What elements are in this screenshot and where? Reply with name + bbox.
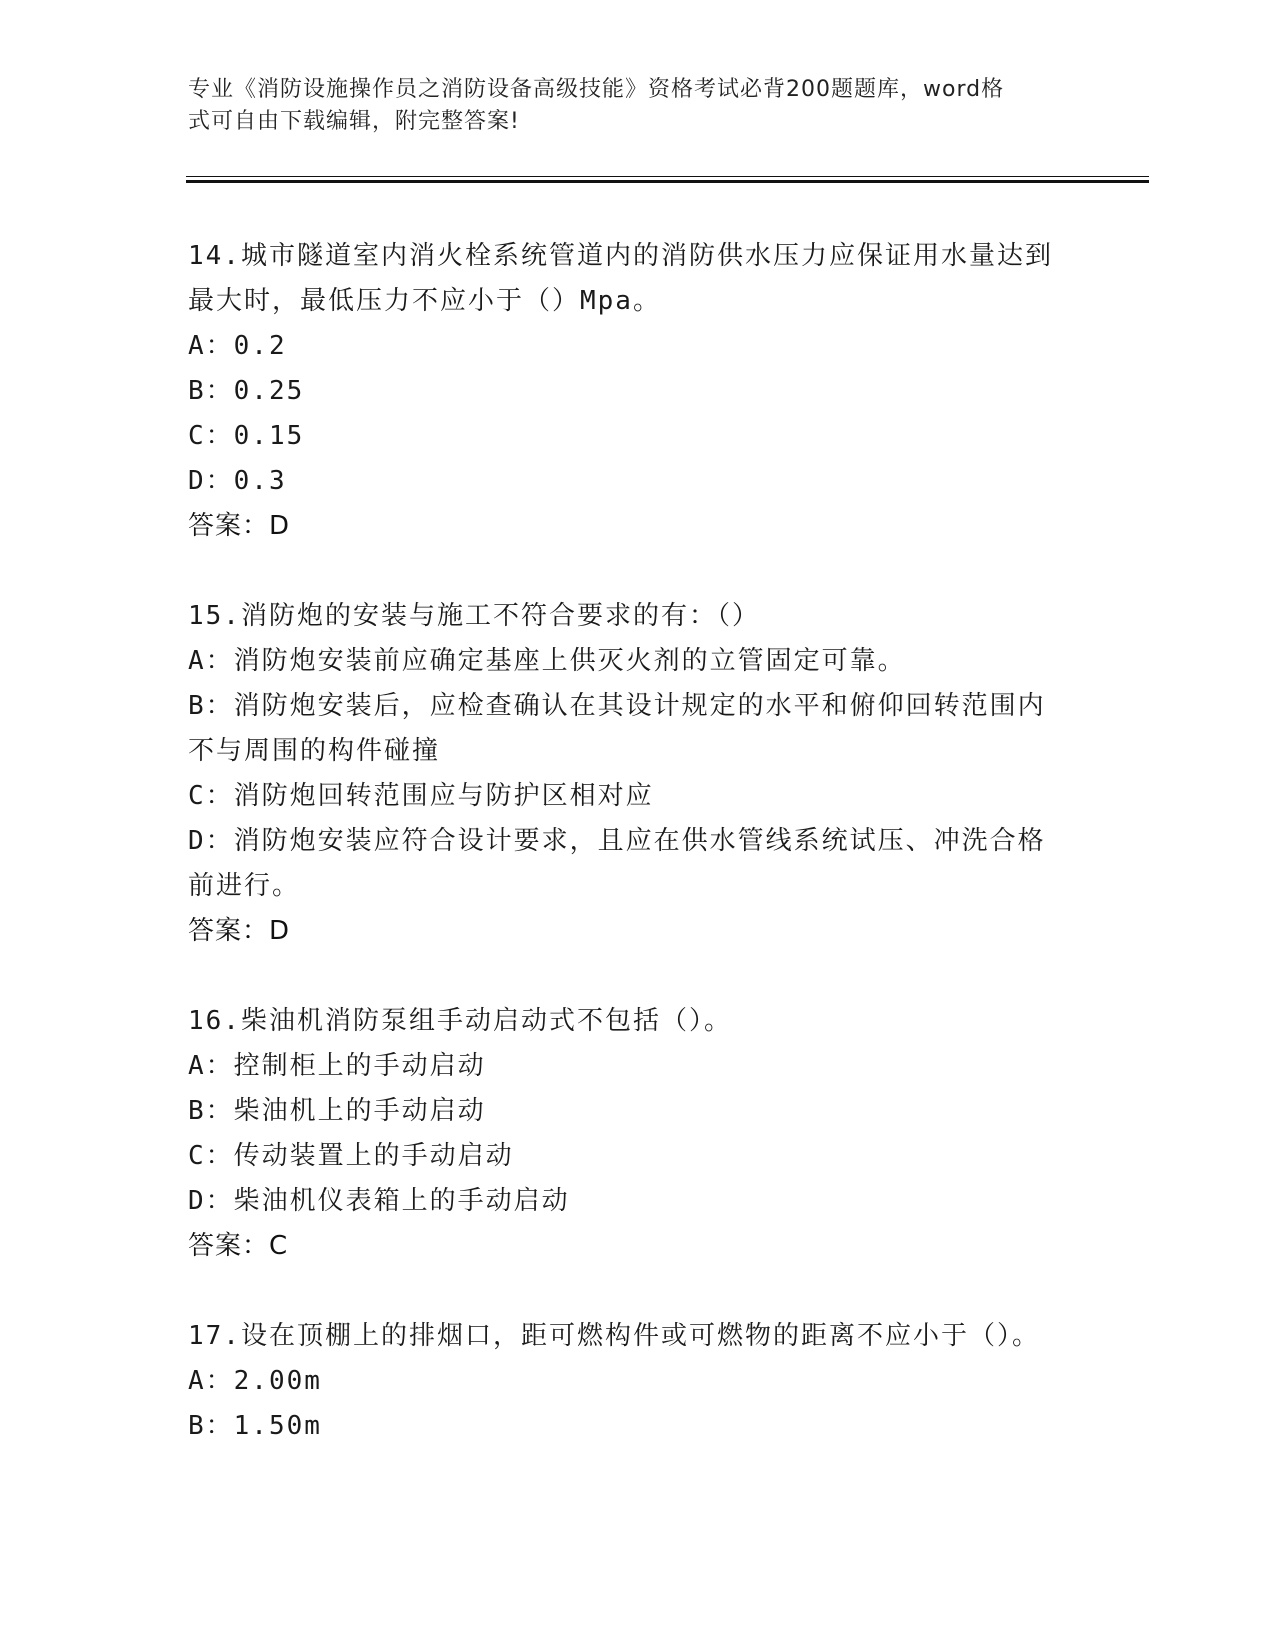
option-line: B：消防炮安装后，应检查确认在其设计规定的水平和俯仰回转范围内 xyxy=(188,691,1046,721)
header-line-2: 式可自由下载编辑，附完整答案! xyxy=(188,109,520,134)
option-line: D：消防炮安装应符合设计要求，且应在供水管线系统试压、冲洗合格 xyxy=(188,826,1046,856)
document-header xyxy=(188,74,1068,138)
question-stem-line: 15.消防炮的安装与施工不符合要求的有：（） xyxy=(188,601,760,631)
option-line: A：0.2 xyxy=(188,331,287,361)
header-divider-thick xyxy=(186,180,1149,183)
question-stem-line: 最大时，最低压力不应小于（）Mpa。 xyxy=(188,286,661,316)
question-list xyxy=(188,234,1088,1449)
option-line: A：控制柜上的手动启动 xyxy=(188,1051,486,1081)
option-line: B：0.25 xyxy=(188,376,305,406)
option-line: C：传动装置上的手动启动 xyxy=(188,1141,514,1171)
header-divider-thin xyxy=(186,176,1149,177)
answer-line: 答案：D xyxy=(188,916,291,946)
option-line: 前进行。 xyxy=(188,871,301,901)
option-line: D：柴油机仪表箱上的手动启动 xyxy=(188,1186,570,1216)
question-spacer xyxy=(188,1269,1088,1314)
question-block xyxy=(188,999,1088,1269)
question-spacer xyxy=(188,549,1088,594)
question-block xyxy=(188,1314,1088,1449)
answer-line: 答案：C xyxy=(188,1231,289,1261)
option-line: D：0.3 xyxy=(188,466,287,496)
option-line: A：消防炮安装前应确定基座上供灭火剂的立管固定可靠。 xyxy=(188,646,906,676)
option-line: A：2.00m xyxy=(188,1366,322,1396)
option-line: 不与周围的构件碰撞 xyxy=(188,736,441,766)
question-stem-line: 16.柴油机消防泵组手动启动式不包括（）。 xyxy=(188,1006,732,1036)
option-line: C：消防炮回转范围应与防护区相对应 xyxy=(188,781,654,811)
question-stem-line: 17.设在顶棚上的排烟口，距可燃构件或可燃物的距离不应小于（）。 xyxy=(188,1321,1040,1351)
answer-line: 答案：D xyxy=(188,511,291,541)
option-line: B：1.50m xyxy=(188,1411,322,1441)
option-line: C：0.15 xyxy=(188,421,305,451)
question-stem-line: 14.城市隧道室内消火栓系统管道内的消防供水压力应保证用水量达到 xyxy=(188,241,1053,271)
option-line: B：柴油机上的手动启动 xyxy=(188,1096,486,1126)
question-block xyxy=(188,594,1088,954)
question-spacer xyxy=(188,954,1088,999)
question-block xyxy=(188,234,1088,549)
header-line-1: 专业《消防设施操作员之消防设备高级技能》资格考试必背200题题库，word格 xyxy=(188,77,1005,102)
